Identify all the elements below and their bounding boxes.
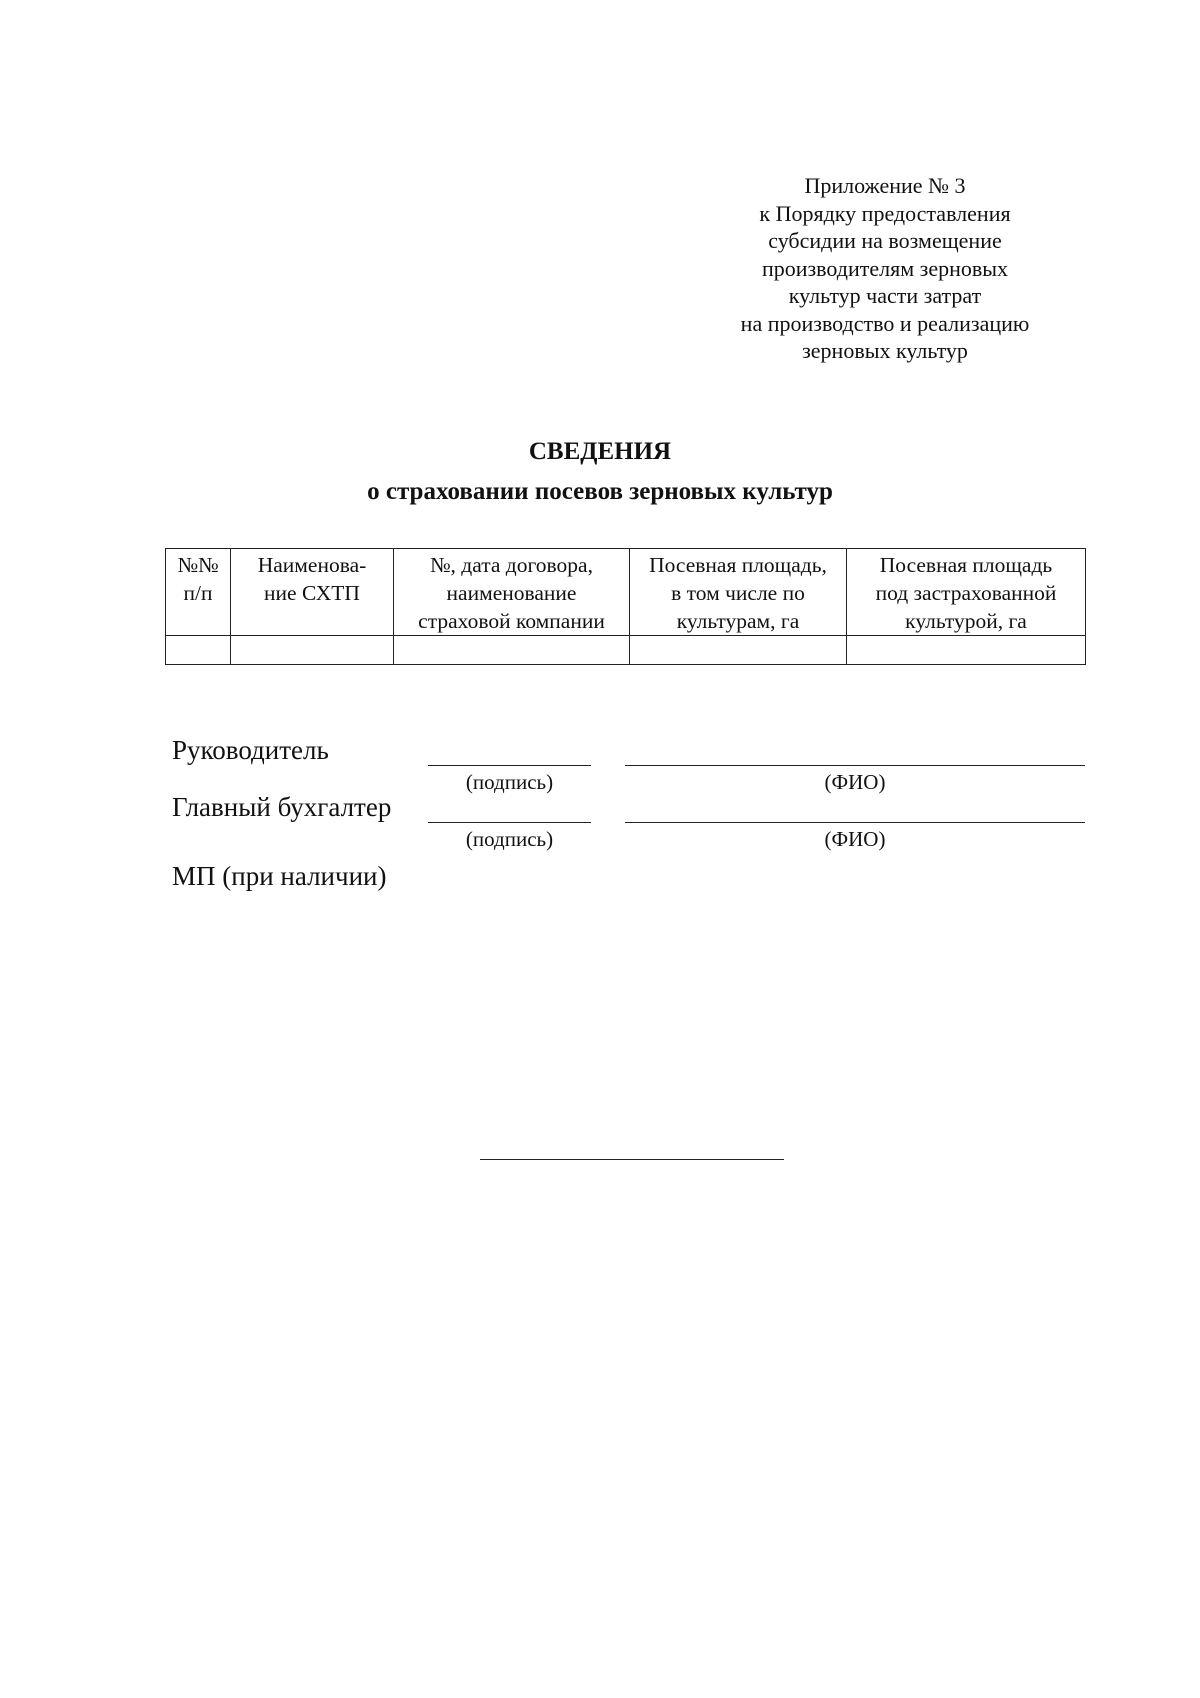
appendix-line: Приложение № 3 <box>804 173 966 198</box>
document-subtitle: о страховании посевов зерновых культур <box>367 478 833 505</box>
stamp-label: МП (при наличии) <box>172 861 387 891</box>
appendix-line: к Порядку предоставления <box>759 200 1011 226</box>
table-cell[interactable] <box>231 636 394 665</box>
header-sown-area: Посевная площадь, в том числе по культурам, га <box>630 549 847 636</box>
table-cell[interactable] <box>630 636 847 665</box>
table-cell[interactable] <box>166 636 231 665</box>
head-name-caption: (ФИО) <box>824 770 886 794</box>
head-signature-line[interactable] <box>428 765 591 766</box>
header-contract: №, дата договора, наименование страховой компании <box>394 549 630 636</box>
appendix-line: на производство и реализацию <box>740 310 1030 336</box>
accountant-name-caption: (ФИО) <box>824 827 886 851</box>
table-cell[interactable] <box>394 636 630 665</box>
document-title: СВЕДЕНИЯ <box>528 438 672 465</box>
footer-divider <box>480 1159 784 1160</box>
head-signature-caption: (подпись) <box>465 770 554 794</box>
head-name-line[interactable] <box>625 765 1085 766</box>
accountant-name-line[interactable] <box>625 822 1085 823</box>
appendix-line: зерновых культур <box>802 338 968 363</box>
head-label: Руководитель <box>172 735 329 765</box>
header-number: №№ п/п <box>166 549 231 636</box>
accountant-signature-line[interactable] <box>428 822 591 823</box>
accountant-label: Главный бухгалтер <box>172 792 392 822</box>
insurance-table <box>165 548 1086 665</box>
table-cell[interactable] <box>847 636 1086 665</box>
appendix-line: субсидии на возмещение <box>768 228 1002 253</box>
header-insured-area: Посевная площадь под застрахованной культурой, га <box>847 549 1086 636</box>
table-header-row <box>166 549 1086 636</box>
table-row <box>166 636 1086 665</box>
appendix-block <box>720 172 1050 365</box>
appendix-line: производителям зерновых <box>761 255 1009 281</box>
appendix-line: культур части затрат <box>788 283 982 308</box>
header-producer-name: Наименова- ние СХТП <box>231 549 394 636</box>
accountant-signature-caption: (подпись) <box>465 827 554 851</box>
